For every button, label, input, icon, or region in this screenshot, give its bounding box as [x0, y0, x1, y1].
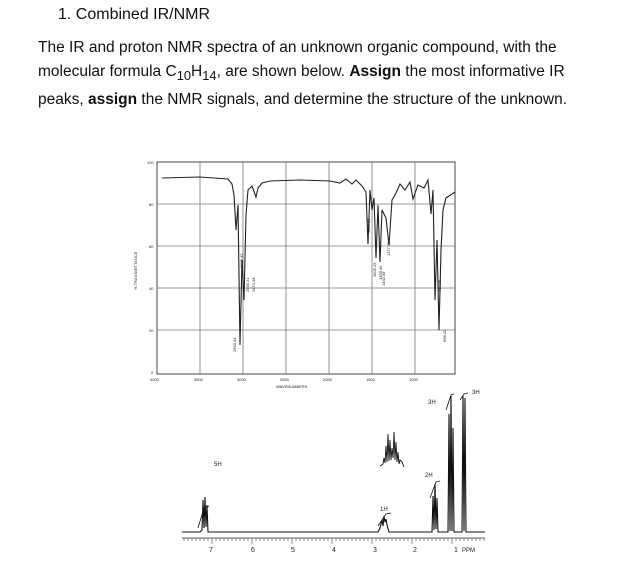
nmr-x-tick-1: 1: [454, 547, 458, 554]
ir-y-tick-20: 20: [149, 328, 154, 333]
question-text-part-3: the most informative IR peaks,: [38, 63, 565, 109]
formula-hydrogen: H: [191, 63, 203, 80]
nmr-integration-5h: [198, 506, 209, 528]
nmr-integration-2h: [430, 481, 440, 498]
nmr-labels: [209, 390, 480, 554]
ir-y-tick-60: 60: [149, 244, 154, 249]
nmr-minor-ticks: [184, 538, 484, 544]
nmr-integration-label: 5H: [214, 462, 222, 468]
nmr-ppm-label: PPM: [462, 548, 476, 554]
ir-frame: [157, 162, 455, 374]
nmr-spectrum: [182, 393, 485, 532]
ir-peak-label: 1605.25: [372, 262, 377, 277]
ir-x-tick-3500: 3500: [194, 377, 203, 382]
nmr-integration-label: 1H: [380, 507, 388, 513]
nmr-integration-1h: [378, 513, 391, 526]
nmr-trace: [182, 396, 485, 532]
ir-x-tick-2500: 2500: [280, 377, 289, 382]
nmr-integration-3h-a: [446, 394, 454, 410]
ir-trace: [162, 177, 455, 345]
nmr-x-tick-4: 4: [332, 547, 336, 554]
nmr-x-tick-7: 7: [209, 547, 213, 554]
ir-peak-label: 698.32: [442, 329, 447, 342]
question-text: [38, 36, 598, 112]
question-text-part-1: The IR and proton NMR spectra of an unknown organic compound, with the molecular formula C: [38, 39, 557, 80]
ir-y-tick-100: 100: [147, 160, 154, 165]
ir-x-tick-1000: 1000: [409, 377, 418, 382]
question-text-part-2: , are shown below.: [216, 63, 350, 80]
nmr-x-tick-5: 5: [291, 547, 295, 554]
ir-peak-label: 1442.58: [381, 271, 386, 286]
ir-y-tick-40: 40: [149, 286, 154, 291]
nmr-integration-label: 2H: [425, 473, 433, 479]
assign-bold-1: Assign: [349, 63, 401, 80]
ir-y-axis-label: % TRANSMITTANCE: [133, 251, 138, 290]
nmr-x-tick-2: 2: [413, 547, 417, 554]
ir-peak-label: 1493.49: [378, 265, 383, 280]
ir-peak-label: 2963.44: [232, 337, 237, 352]
ir-x-tick-1500: 1500: [366, 377, 375, 382]
ir-x-axis-label: WAVENUMBERS: [276, 384, 308, 389]
question-heading: 1. Combined IR/NMR: [58, 6, 211, 23]
nmr-inset-multiplet: [380, 432, 404, 467]
formula-subscript-hydrogen: 14: [202, 68, 217, 84]
ir-spectrum: [157, 162, 455, 374]
formula-subscript-carbon: 10: [176, 68, 192, 84]
question-text-part-4: the NMR signals, and determine the structure of the unknown.: [137, 91, 568, 109]
ir-x-tick-2000: 2000: [323, 377, 332, 382]
ir-peak-label: 760.95: [437, 279, 442, 292]
ir-peak-label: 1883.85: [366, 218, 371, 233]
assign-bold-2: assign: [87, 91, 138, 109]
ir-peak-label: 2874.38: [251, 277, 256, 292]
ir-labels: [133, 160, 447, 389]
nmr-x-tick-3: 3: [373, 547, 377, 554]
ir-peak-label: 1377.35: [386, 241, 391, 256]
nmr-integration-label: 3H: [428, 400, 436, 406]
nmr-x-tick-6: 6: [251, 547, 255, 554]
ir-x-tick-3000: 3000: [237, 377, 246, 382]
nmr-integration-label: 3H: [472, 390, 480, 396]
ir-y-tick-0: 0: [151, 370, 154, 375]
ir-peak-label: 3025.43: [239, 253, 244, 268]
nmr-integration-3h-b: [460, 393, 468, 400]
ir-x-tick-4000: 4000: [150, 377, 159, 382]
ir-peak-label: 2930.21: [245, 277, 250, 292]
ir-y-tick-80: 80: [149, 202, 154, 207]
